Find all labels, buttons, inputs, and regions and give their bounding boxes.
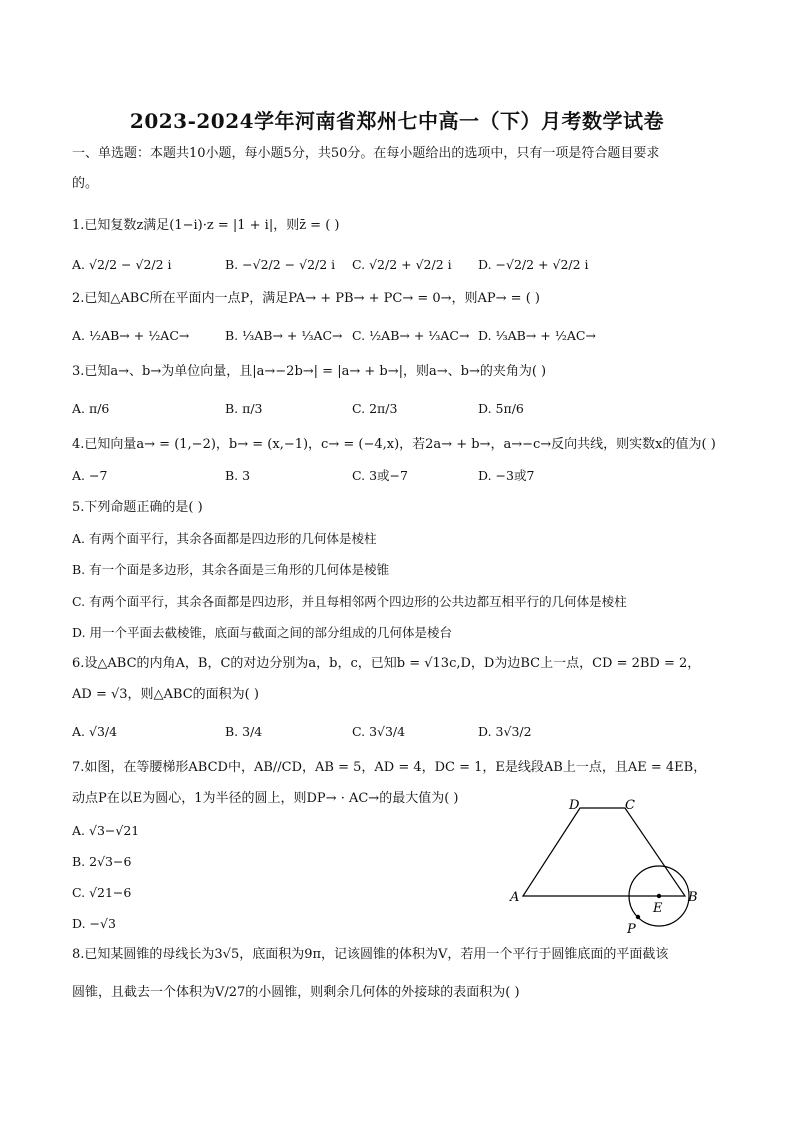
label-d: D xyxy=(569,798,580,813)
question-3-stem: 3.已知a→、b→为单位向量，且|a→−2b→| = |a→ + b→|，则a→、b→的夹角为( ) xyxy=(72,364,547,379)
point-e-dot xyxy=(657,894,661,898)
section-heading: 一、单选题：本题共10小题，每小题5分，共50分。在每小题给出的选项中，只有一项是符合题目要求 xyxy=(72,146,660,161)
question-6-stem-cont: AD = √3，则△ABC的面积为( ) xyxy=(72,687,259,702)
question-2-option-b: B. ⅓AB→ + ⅓AC→ xyxy=(225,328,343,343)
question-4-option-a: A. −7 xyxy=(72,468,108,483)
question-7-stem-cont: 动点P在以E为圆心，1为半径的圆上，则DP→ · AC→的最大值为( ) xyxy=(72,791,459,806)
label-p: P xyxy=(627,922,636,937)
trapezoid-shape xyxy=(523,808,685,896)
question-7-option-c: C. √21−6 xyxy=(72,885,132,900)
question-2-stem: 2.已知△ABC所在平面内一点P，满足PA→ + PB→ + PC→ = 0→，则AP→ = ( ) xyxy=(72,291,540,306)
label-e: E xyxy=(653,901,663,916)
question-1-option-d: D. −√2/2 + √2/2 i xyxy=(478,257,589,272)
question-7-option-a: A. √3−√21 xyxy=(72,823,140,838)
question-6-stem: 6.设△ABC的内角A，B，C的对边分别为a，b，c，已知b = √13c,D，D为边BC上一点，CD = 2BD = 2， xyxy=(72,656,701,671)
question-1-option-c: C. √2/2 + √2/2 i xyxy=(352,257,452,272)
question-5-stem: 5.下列命题正确的是( ) xyxy=(72,500,203,515)
question-3-option-a: A. π/6 xyxy=(72,401,110,416)
question-6-option-d: D. 3√3/2 xyxy=(478,724,532,739)
question-3-option-c: C. 2π/3 xyxy=(352,401,398,416)
question-3-option-b: B. π/3 xyxy=(225,401,263,416)
trapezoid-circle-figure xyxy=(505,795,710,940)
label-a: A xyxy=(510,890,520,905)
question-2-option-c: C. ½AB→ + ⅓AC→ xyxy=(352,328,470,343)
page-title: 2023-2024学年河南省郑州七中高一（下）月考数学试卷 xyxy=(129,109,665,133)
question-5-option-d: D. 用一个平面去截棱锥，底面与截面之间的部分组成的几何体是棱台 xyxy=(72,625,453,640)
question-1-stem: 1.已知复数z满足(1−i)·z = |1 + i|，则z̄ = ( ) xyxy=(72,218,340,233)
question-1-option-b: B. −√2/2 − √2/2 i xyxy=(225,257,336,272)
question-7-option-d: D. −√3 xyxy=(72,916,116,931)
question-6-option-b: B. 3/4 xyxy=(225,724,263,739)
question-8-stem: 8.已知某圆锥的母线长为3√5，底面积为9π，记该圆锥的体积为V，若用一个平行于圆锥底面的平面截该 xyxy=(72,947,669,962)
question-4-option-b: B. 3 xyxy=(225,468,251,483)
question-4-option-d: D. −3或7 xyxy=(478,468,535,483)
question-7-stem: 7.如图，在等腰梯形ABCD中，AB//CD，AB = 5，AD = 4，DC = 1，E是线段AB上一点，且AE = 4EB， xyxy=(72,760,707,775)
question-1-option-a: A. √2/2 − √2/2 i xyxy=(72,257,172,272)
question-2-option-a: A. ½AB→ + ½AC→ xyxy=(72,328,190,343)
question-5-option-b: B. 有一个面是多边形，其余各面是三角形的几何体是棱锥 xyxy=(72,562,390,577)
section-heading-cont: 的。 xyxy=(72,176,99,191)
question-6-option-c: C. 3√3/4 xyxy=(352,724,406,739)
question-7-option-b: B. 2√3−6 xyxy=(72,854,132,869)
question-2-option-d: D. ⅓AB→ + ½AC→ xyxy=(478,328,596,343)
question-4-stem: 4.已知向量a→ = (1,−2)，b→ = (x,−1)，c→ = (−4,x)，若2a→ + b→，a→−c→反向共线，则实数x的值为( ) xyxy=(72,437,716,452)
question-3-option-d: D. 5π/6 xyxy=(478,401,524,416)
label-c: C xyxy=(625,798,635,813)
point-p-dot xyxy=(636,915,640,919)
question-8-stem-cont: 圆锥，且截去一个体积为V/27的小圆锥，则剩余几何体的外接球的表面积为( ) xyxy=(72,985,520,1000)
question-4-option-c: C. 3或−7 xyxy=(352,468,408,483)
question-5-option-c: C. 有两个面平行，其余各面都是四边形，并且每相邻两个四边形的公共边都互相平行的几何体是棱柱 xyxy=(72,594,627,609)
question-6-option-a: A. √3/4 xyxy=(72,724,118,739)
question-5-option-a: A. 有两个面平行，其余各面都是四边形的几何体是棱柱 xyxy=(72,531,377,546)
label-b: B xyxy=(688,890,698,905)
